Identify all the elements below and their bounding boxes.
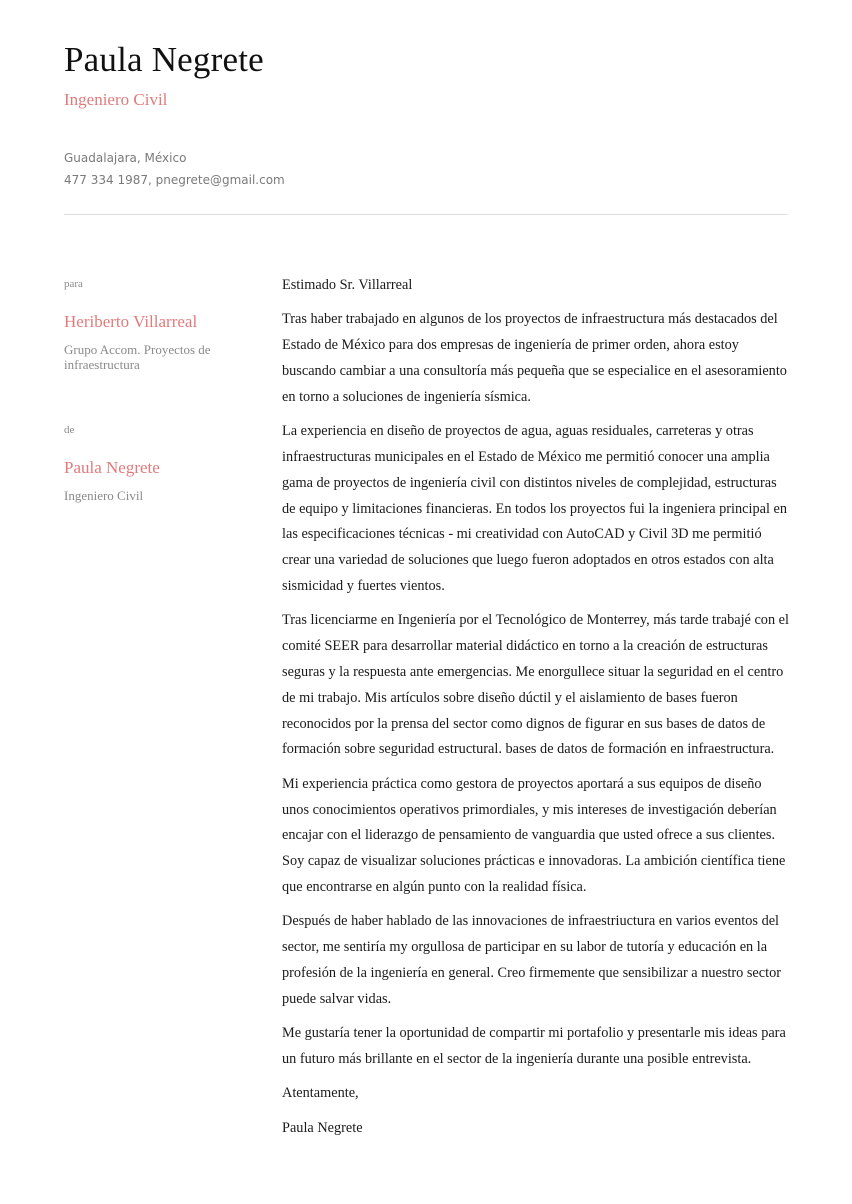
recipient-label: para [64,278,83,290]
letter-paragraph: Tras licenciarme en Ingeniería por el Tecnológico de Monterrey, más tarde trabajé con el comité SEER para desarrollar material didáctico en torno a la creación de estructuras seguras y la respuesta ante emergencias. Me enorgullece situar la seguridad en el centro de mi trabajo. Mis artículos sobre diseño dúctil y el aislamiento de bases fueron reconocidos por la prensa del sector como dignos de figurar en sus bases de datos de formación sobre seguridad estructural. bases de datos de formación en infraestructura. [282,612,789,758]
letter-paragraph: Me gustaría tener la oportunidad de compartir mi portafolio y presentarle mis ideas para un futuro más brillante en el sector de la ingeniería durante una posible entrevista. [282,1025,786,1067]
letter-paragraph: La experiencia en diseño de proyectos de agua, aguas residuales, carreteras y otras infraestructuras municipales en el Estado de México me permitió conocer una amplia gama de proyectos de ingeniería civil con distintos niveles de complejidad, estructuras de equipo y limitaciones financieras. En todos los proyectos fui la ingeniera principal en las especificaciones técnicas - mi creatividad con AutoCAD y Civil 3D me permitió crear una variedad de soluciones que luego fueron adoptados en otros estados con alta sismicidad y fuertes vientos. [282,423,788,594]
letter-paragraph: Mi experiencia práctica como gestora de proyectos aportará a sus equipos de diseño unos conocimientos operativos primordiales, y mis intereses de investigación deberían encajar con el liderazgo de pensamiento de vanguardia que usted ofrece a sus clientes. Soy capaz de visualizar soluciones prácticas e innovadoras. La ambición científica tiene que encontrarse en algún punto con la realidad física. [282,775,786,895]
letter-body [282,273,790,1150]
applicant-title: Ingeniero Civil [64,90,168,109]
letter-paragraph: Tras haber trabajado en algunos de los proyectos de infraestructura más destacados del Estado de México para dos empresas de ingeniería de primer orden, ahora estoy buscando cambiar a una consultoría más pequeña que se especialice en el asesoramiento en torno a soluciones de ingeniería sísmica. [282,311,787,405]
letter-paragraph: Después de haber hablado de las innovaciones de infraestriuctura en varios eventos del sector, me sentiría my orgullosa de participar en su labor de tutoría y educación en la profesión de la ingeniería en general. Creo firmemente que sensibilizar a nuestro sector puede salvar vidas. [282,913,782,1007]
header-divider [64,214,788,215]
salutation: Estimado Sr. Villarreal [282,277,413,293]
sender-title: Ingeniero Civil [64,488,144,503]
sender-name: Paula Negrete [64,458,160,477]
recipient-organization: Grupo Accom. Proyectos de infraestructura [64,342,211,372]
applicant-name: Paula Negrete [64,40,264,79]
applicant-contact: 477 334 1987, pnegrete@gmail.com [64,173,285,187]
sender-label: de [64,424,75,436]
signature: Paula Negrete [282,1119,363,1136]
closing: Atentamente, [282,1085,359,1102]
applicant-location: Guadalajara, México [64,151,187,165]
recipient-name: Heriberto Villarreal [64,312,198,331]
